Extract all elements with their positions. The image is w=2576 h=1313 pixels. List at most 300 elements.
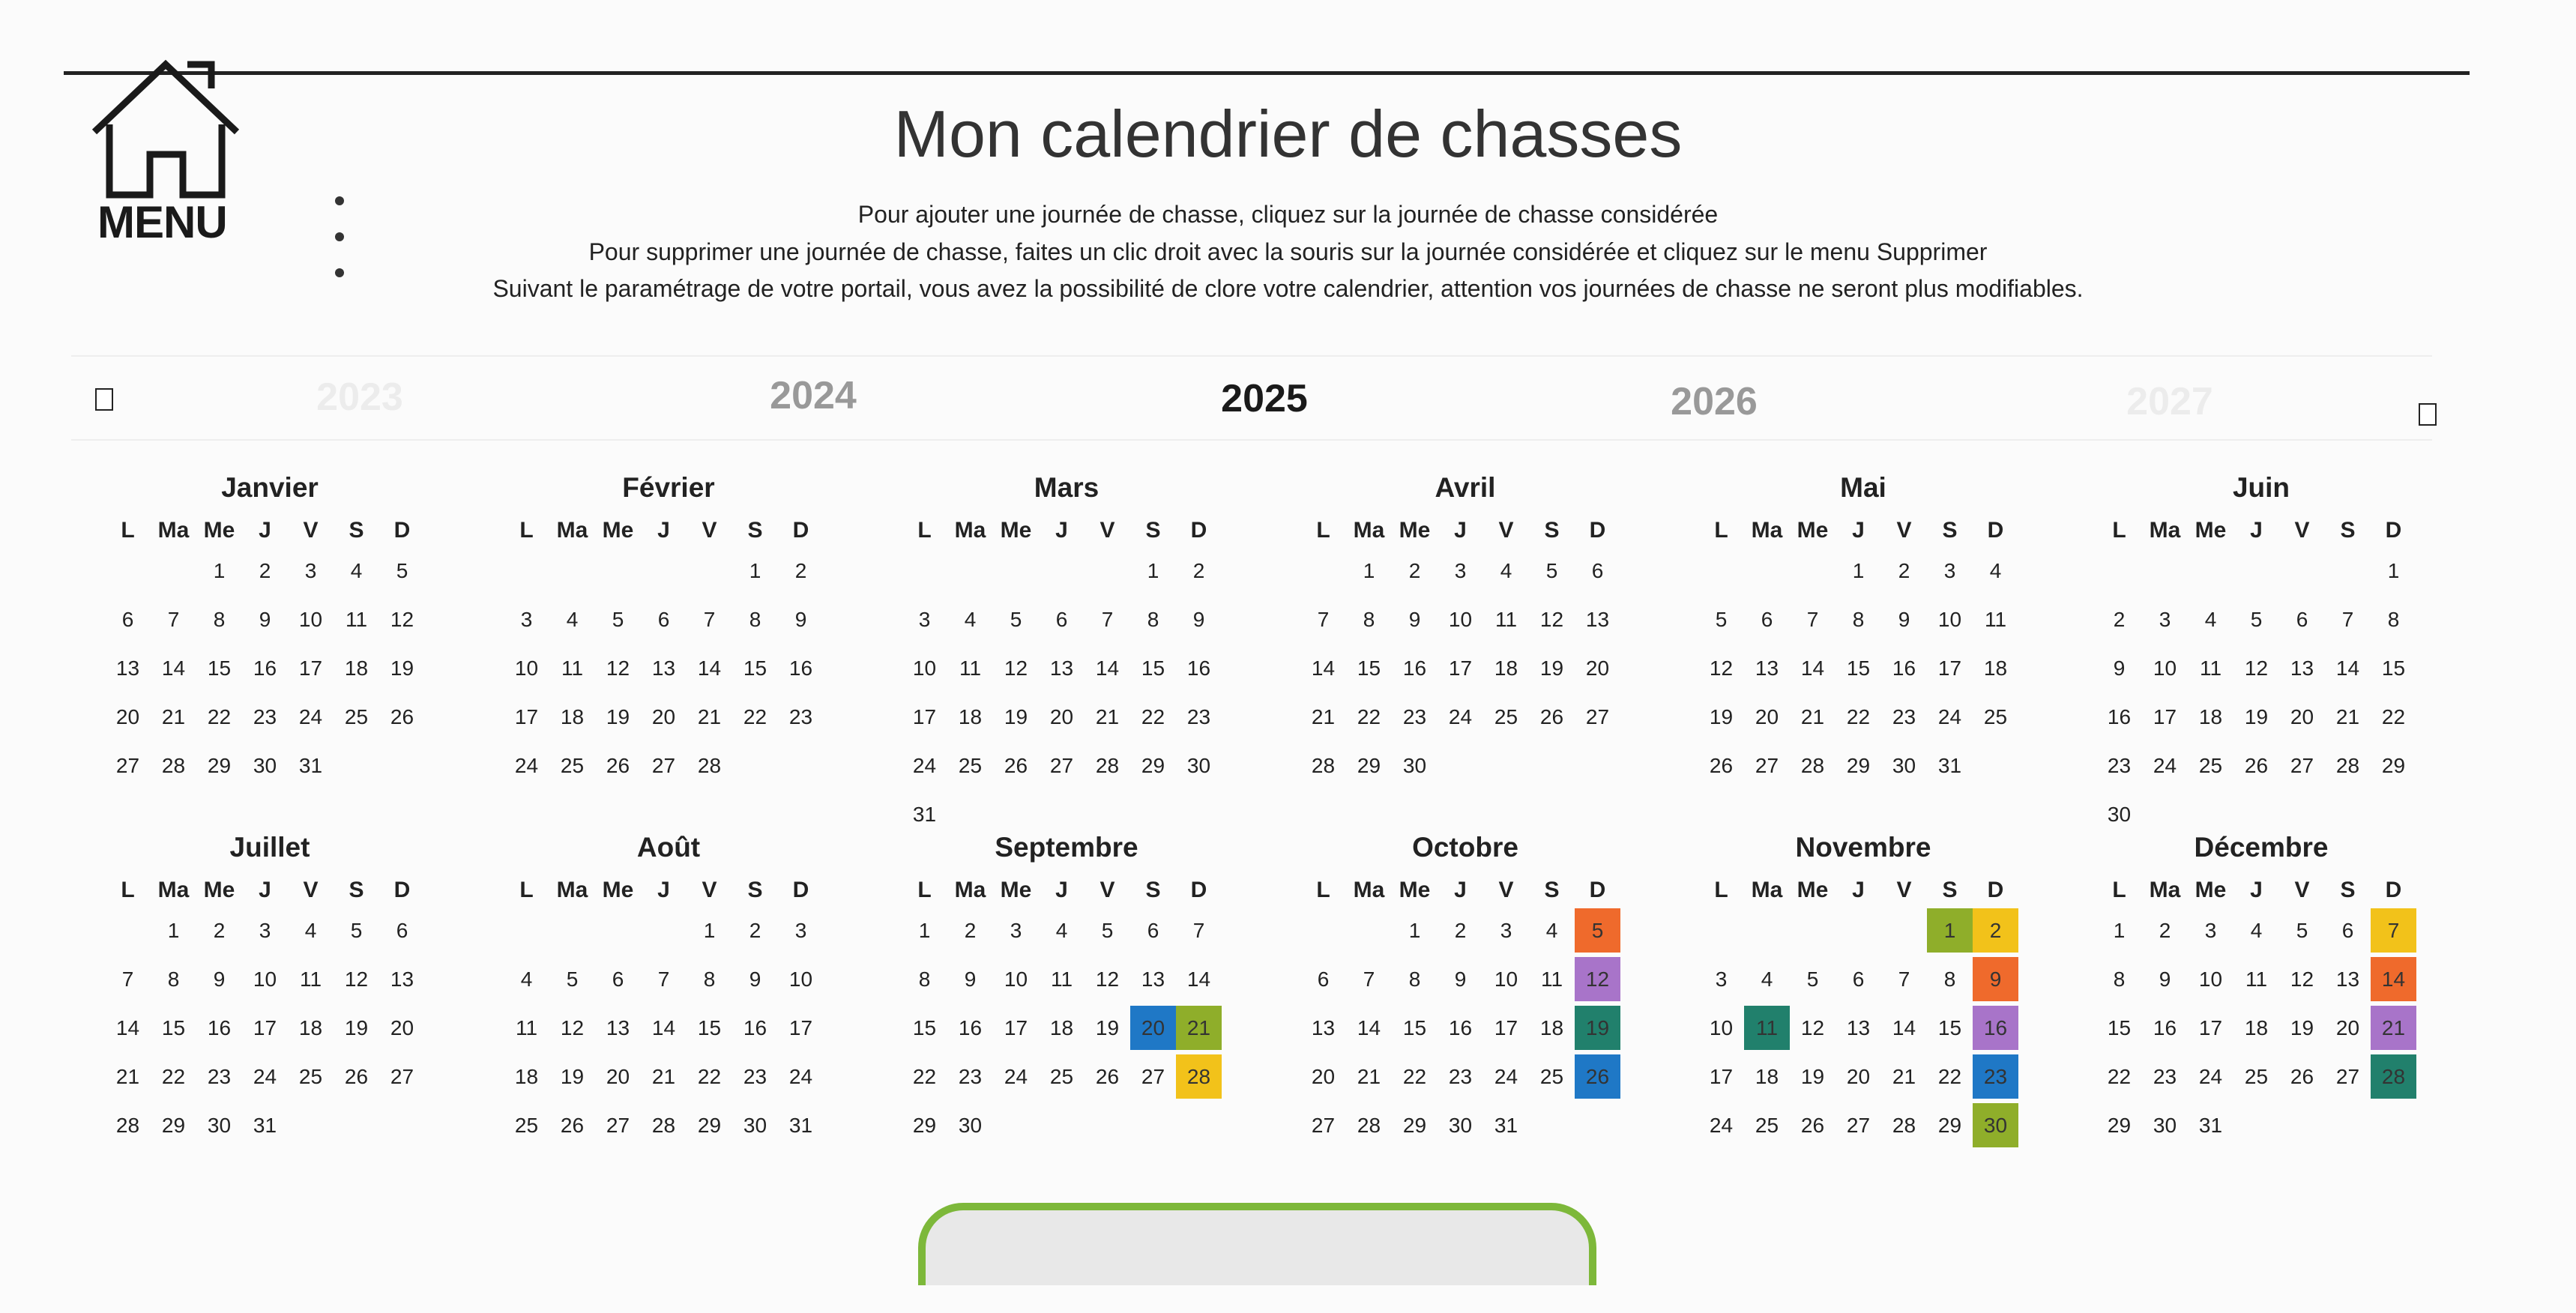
- hunt-day-cell[interactable]: 16: [1973, 1006, 2018, 1050]
- day-cell[interactable]: 10: [1004, 968, 1028, 991]
- day-cell[interactable]: 24: [912, 754, 937, 777]
- day-cell[interactable]: 15: [2107, 1016, 2132, 1039]
- day-cell[interactable]: 13: [651, 656, 676, 680]
- day-cell[interactable]: 19: [2290, 1016, 2314, 1039]
- day-cell[interactable]: 12: [344, 968, 369, 991]
- day-cell[interactable]: 9: [213, 968, 226, 991]
- day-cell[interactable]: 12: [390, 608, 414, 631]
- year-next[interactable]: 2026: [1671, 380, 1758, 423]
- hunt-day-cell[interactable]: 30: [1973, 1103, 2018, 1147]
- day-cell[interactable]: 4: [2250, 919, 2263, 942]
- day-cell[interactable]: 18: [1539, 1016, 1564, 1039]
- day-cell[interactable]: 6: [1591, 559, 1604, 582]
- year-far-prev[interactable]: 2023: [316, 375, 403, 419]
- day-cell[interactable]: 24: [298, 705, 323, 728]
- year-far-next[interactable]: 2027: [2126, 380, 2213, 423]
- day-cell[interactable]: 5: [1715, 608, 1728, 631]
- day-cell[interactable]: 23: [743, 1065, 767, 1088]
- day-cell[interactable]: 30: [2107, 803, 2132, 826]
- day-cell[interactable]: 30: [1448, 1114, 1473, 1137]
- day-cell[interactable]: 17: [788, 1016, 813, 1039]
- day-cell[interactable]: 23: [2107, 754, 2132, 777]
- day-cell[interactable]: 5: [566, 968, 579, 991]
- day-cell[interactable]: 8: [213, 608, 226, 631]
- day-cell[interactable]: 18: [2244, 1016, 2269, 1039]
- day-cell[interactable]: 17: [253, 1016, 277, 1039]
- day-cell[interactable]: 14: [161, 656, 186, 680]
- day-cell[interactable]: 12: [1709, 656, 1734, 680]
- day-cell[interactable]: 21: [1800, 705, 1825, 728]
- day-cell[interactable]: 19: [2244, 705, 2269, 728]
- day-cell[interactable]: 1: [213, 559, 226, 582]
- day-cell[interactable]: 12: [1004, 656, 1028, 680]
- day-cell[interactable]: 21: [161, 705, 186, 728]
- day-cell[interactable]: 26: [2290, 1065, 2314, 1088]
- day-cell[interactable]: 14: [1186, 968, 1211, 991]
- day-cell[interactable]: 10: [1937, 608, 1962, 631]
- day-cell[interactable]: 15: [1402, 1016, 1427, 1039]
- day-cell[interactable]: 16: [788, 656, 813, 680]
- day-cell[interactable]: 7: [657, 968, 670, 991]
- day-cell[interactable]: 12: [560, 1016, 585, 1039]
- day-cell[interactable]: 31: [1494, 1114, 1518, 1137]
- day-cell[interactable]: 22: [2381, 705, 2406, 728]
- day-cell[interactable]: 26: [1539, 705, 1564, 728]
- day-cell[interactable]: 7: [121, 968, 134, 991]
- day-cell[interactable]: 25: [1983, 705, 2008, 728]
- next-year-arrow-icon[interactable]: [2419, 403, 2437, 426]
- day-cell[interactable]: 3: [1010, 919, 1022, 942]
- day-cell[interactable]: 7: [1192, 919, 1205, 942]
- hunt-day-cell[interactable]: 1: [1927, 908, 1973, 953]
- day-cell[interactable]: 4: [350, 559, 363, 582]
- day-cell[interactable]: 6: [2341, 919, 2354, 942]
- day-cell[interactable]: 11: [959, 656, 982, 680]
- day-cell[interactable]: 22: [912, 1065, 937, 1088]
- day-cell[interactable]: 25: [1755, 1114, 1779, 1137]
- day-cell[interactable]: 26: [1095, 1065, 1120, 1088]
- day-cell[interactable]: 26: [2244, 754, 2269, 777]
- day-cell[interactable]: 25: [2244, 1065, 2269, 1088]
- previous-year-arrow-icon[interactable]: [95, 388, 113, 411]
- day-cell[interactable]: 20: [1049, 705, 1074, 728]
- day-cell[interactable]: 5: [612, 608, 624, 631]
- day-cell[interactable]: 20: [1585, 656, 1610, 680]
- day-cell[interactable]: 25: [514, 1114, 539, 1137]
- day-cell[interactable]: 4: [520, 968, 533, 991]
- day-cell[interactable]: 19: [1800, 1065, 1825, 1088]
- day-cell[interactable]: 15: [161, 1016, 186, 1039]
- day-cell[interactable]: 22: [2107, 1065, 2132, 1088]
- day-cell[interactable]: 16: [2107, 705, 2132, 728]
- hunt-day-cell[interactable]: 7: [2371, 908, 2416, 953]
- day-cell[interactable]: 28: [1800, 754, 1825, 777]
- day-cell[interactable]: 1: [2387, 559, 2400, 582]
- day-cell[interactable]: 3: [259, 919, 271, 942]
- day-cell[interactable]: 8: [1943, 968, 1956, 991]
- day-cell[interactable]: 21: [697, 705, 722, 728]
- day-cell[interactable]: 3: [1500, 919, 1512, 942]
- day-cell[interactable]: 31: [912, 803, 937, 826]
- hunt-day-cell[interactable]: 19: [1575, 1006, 1620, 1050]
- day-cell[interactable]: 24: [1494, 1065, 1518, 1088]
- day-cell[interactable]: 28: [1311, 754, 1336, 777]
- day-cell[interactable]: 3: [520, 608, 533, 631]
- day-cell[interactable]: 25: [344, 705, 369, 728]
- day-cell[interactable]: 3: [2204, 919, 2217, 942]
- day-cell[interactable]: 15: [1937, 1016, 1962, 1039]
- day-cell[interactable]: 3: [1943, 559, 1956, 582]
- day-cell[interactable]: 4: [304, 919, 317, 942]
- day-cell[interactable]: 10: [912, 656, 937, 680]
- day-cell[interactable]: 27: [606, 1114, 630, 1137]
- day-cell[interactable]: 2: [964, 919, 977, 942]
- day-cell[interactable]: 16: [958, 1016, 983, 1039]
- day-cell[interactable]: 31: [298, 754, 323, 777]
- day-cell[interactable]: 8: [2113, 968, 2126, 991]
- day-cell[interactable]: 15: [1141, 656, 1165, 680]
- day-cell[interactable]: 24: [2153, 754, 2177, 777]
- day-cell[interactable]: 27: [1311, 1114, 1336, 1137]
- day-cell[interactable]: 30: [1892, 754, 1916, 777]
- day-cell[interactable]: 17: [2153, 705, 2177, 728]
- day-cell[interactable]: 4: [964, 608, 977, 631]
- day-cell[interactable]: 2: [1454, 919, 1467, 942]
- day-cell[interactable]: 19: [1709, 705, 1734, 728]
- day-cell[interactable]: 7: [1101, 608, 1114, 631]
- day-cell[interactable]: 31: [2198, 1114, 2223, 1137]
- day-cell[interactable]: 29: [2381, 754, 2406, 777]
- day-cell[interactable]: 12: [2244, 656, 2269, 680]
- day-cell[interactable]: 5: [1010, 608, 1022, 631]
- day-cell[interactable]: 1: [918, 919, 931, 942]
- day-cell[interactable]: 19: [1095, 1016, 1120, 1039]
- day-cell[interactable]: 25: [560, 754, 585, 777]
- day-cell[interactable]: 22: [1402, 1065, 1427, 1088]
- day-cell[interactable]: 20: [115, 705, 140, 728]
- day-cell[interactable]: 29: [1846, 754, 1871, 777]
- day-cell[interactable]: 10: [1494, 968, 1518, 991]
- day-cell[interactable]: 13: [1585, 608, 1610, 631]
- day-cell[interactable]: 22: [1357, 705, 1381, 728]
- day-cell[interactable]: 7: [167, 608, 180, 631]
- hunt-day-cell[interactable]: 28: [1176, 1054, 1222, 1099]
- day-cell[interactable]: 14: [1311, 656, 1336, 680]
- day-cell[interactable]: 15: [207, 656, 232, 680]
- day-cell[interactable]: 1: [1363, 559, 1375, 582]
- day-cell[interactable]: 14: [1800, 656, 1825, 680]
- day-cell[interactable]: 23: [1402, 705, 1427, 728]
- day-cell[interactable]: 3: [1715, 968, 1728, 991]
- day-cell[interactable]: 9: [964, 968, 977, 991]
- day-cell[interactable]: 13: [1049, 656, 1074, 680]
- day-cell[interactable]: 5: [1545, 559, 1558, 582]
- day-cell[interactable]: 10: [1448, 608, 1473, 631]
- day-cell[interactable]: 26: [560, 1114, 585, 1137]
- day-cell[interactable]: 27: [1846, 1114, 1871, 1137]
- day-cell[interactable]: 17: [1937, 656, 1962, 680]
- day-cell[interactable]: 2: [2159, 919, 2171, 942]
- day-cell[interactable]: 21: [651, 1065, 676, 1088]
- day-cell[interactable]: 8: [2387, 608, 2400, 631]
- day-cell[interactable]: 12: [1800, 1016, 1825, 1039]
- day-cell[interactable]: 20: [2335, 1016, 2360, 1039]
- day-cell[interactable]: 2: [749, 919, 761, 942]
- day-cell[interactable]: 21: [1892, 1065, 1916, 1088]
- hunt-day-cell[interactable]: 12: [1575, 957, 1620, 1001]
- day-cell[interactable]: 3: [304, 559, 317, 582]
- day-cell[interactable]: 15: [1357, 656, 1381, 680]
- day-cell[interactable]: 21: [1357, 1065, 1381, 1088]
- day-cell[interactable]: 18: [2198, 705, 2223, 728]
- day-cell[interactable]: 31: [1937, 754, 1962, 777]
- day-cell[interactable]: 16: [1892, 656, 1916, 680]
- day-cell[interactable]: 22: [1141, 705, 1165, 728]
- day-cell[interactable]: 29: [161, 1114, 186, 1137]
- day-cell[interactable]: 28: [161, 754, 186, 777]
- day-cell[interactable]: 16: [253, 656, 277, 680]
- day-cell[interactable]: 23: [958, 1065, 983, 1088]
- day-cell[interactable]: 11: [1050, 968, 1073, 991]
- day-cell[interactable]: 23: [1448, 1065, 1473, 1088]
- day-cell[interactable]: 3: [794, 919, 807, 942]
- day-cell[interactable]: 11: [561, 656, 584, 680]
- day-cell[interactable]: 13: [606, 1016, 630, 1039]
- day-cell[interactable]: 5: [396, 559, 408, 582]
- day-cell[interactable]: 10: [514, 656, 539, 680]
- day-cell[interactable]: 20: [2290, 705, 2314, 728]
- day-cell[interactable]: 22: [1846, 705, 1871, 728]
- day-cell[interactable]: 4: [1989, 559, 2002, 582]
- day-cell[interactable]: 10: [2153, 656, 2177, 680]
- day-cell[interactable]: 5: [2296, 919, 2308, 942]
- day-cell[interactable]: 1: [2113, 919, 2126, 942]
- day-cell[interactable]: 17: [514, 705, 539, 728]
- day-cell[interactable]: 6: [1317, 968, 1330, 991]
- day-cell[interactable]: 4: [566, 608, 579, 631]
- day-cell[interactable]: 25: [1494, 705, 1518, 728]
- day-cell[interactable]: 28: [1892, 1114, 1916, 1137]
- day-cell[interactable]: 3: [918, 608, 931, 631]
- day-cell[interactable]: 28: [697, 754, 722, 777]
- day-cell[interactable]: 24: [514, 754, 539, 777]
- day-cell[interactable]: 16: [743, 1016, 767, 1039]
- day-cell[interactable]: 29: [207, 754, 232, 777]
- day-cell[interactable]: 11: [299, 968, 322, 991]
- day-cell[interactable]: 11: [1984, 608, 2007, 631]
- day-cell[interactable]: 17: [1494, 1016, 1518, 1039]
- day-cell[interactable]: 2: [794, 559, 807, 582]
- day-cell[interactable]: 6: [612, 968, 624, 991]
- day-cell[interactable]: 19: [1004, 705, 1028, 728]
- day-cell[interactable]: 14: [697, 656, 722, 680]
- day-cell[interactable]: 17: [1448, 656, 1473, 680]
- day-cell[interactable]: 30: [253, 754, 277, 777]
- day-cell[interactable]: 11: [1494, 608, 1518, 631]
- day-cell[interactable]: 1: [167, 919, 180, 942]
- day-cell[interactable]: 29: [1937, 1114, 1962, 1137]
- day-cell[interactable]: 30: [207, 1114, 232, 1137]
- day-cell[interactable]: 8: [918, 968, 931, 991]
- day-cell[interactable]: 15: [2381, 656, 2406, 680]
- day-cell[interactable]: 4: [1055, 919, 1068, 942]
- day-cell[interactable]: 16: [1402, 656, 1427, 680]
- day-cell[interactable]: 29: [2107, 1114, 2132, 1137]
- day-cell[interactable]: 7: [1317, 608, 1330, 631]
- day-cell[interactable]: 12: [606, 656, 630, 680]
- hunt-day-cell[interactable]: 20: [1130, 1006, 1176, 1050]
- hunt-day-cell[interactable]: 9: [1973, 957, 2018, 1001]
- day-cell[interactable]: 31: [253, 1114, 277, 1137]
- day-cell[interactable]: 29: [1402, 1114, 1427, 1137]
- day-cell[interactable]: 26: [1709, 754, 1734, 777]
- day-cell[interactable]: 18: [1755, 1065, 1779, 1088]
- day-cell[interactable]: 27: [2335, 1065, 2360, 1088]
- day-cell[interactable]: 6: [1761, 608, 1773, 631]
- day-cell[interactable]: 20: [1311, 1065, 1336, 1088]
- day-cell[interactable]: 28: [1095, 754, 1120, 777]
- hunt-day-cell[interactable]: 23: [1973, 1054, 2018, 1099]
- day-cell[interactable]: 8: [1852, 608, 1865, 631]
- day-cell[interactable]: 20: [651, 705, 676, 728]
- day-cell[interactable]: 13: [2335, 968, 2360, 991]
- day-cell[interactable]: 15: [1846, 656, 1871, 680]
- day-cell[interactable]: 28: [2335, 754, 2360, 777]
- close-calendar-button[interactable]: [918, 1203, 1596, 1285]
- day-cell[interactable]: 27: [390, 1065, 414, 1088]
- day-cell[interactable]: 11: [1540, 968, 1563, 991]
- year-prev[interactable]: 2024: [770, 374, 857, 417]
- day-cell[interactable]: 20: [606, 1065, 630, 1088]
- day-cell[interactable]: 16: [2153, 1016, 2177, 1039]
- day-cell[interactable]: 20: [1755, 705, 1779, 728]
- day-cell[interactable]: 22: [207, 705, 232, 728]
- day-cell[interactable]: 20: [390, 1016, 414, 1039]
- day-cell[interactable]: 26: [344, 1065, 369, 1088]
- day-cell[interactable]: 21: [1095, 705, 1120, 728]
- day-cell[interactable]: 16: [207, 1016, 232, 1039]
- day-cell[interactable]: 11: [2245, 968, 2268, 991]
- day-cell[interactable]: 17: [1709, 1065, 1734, 1088]
- day-cell[interactable]: 19: [390, 656, 414, 680]
- day-cell[interactable]: 24: [788, 1065, 813, 1088]
- hunt-day-cell[interactable]: 21: [1176, 1006, 1222, 1050]
- day-cell[interactable]: 26: [1800, 1114, 1825, 1137]
- day-cell[interactable]: 6: [1147, 919, 1159, 942]
- day-cell[interactable]: 27: [1141, 1065, 1165, 1088]
- day-cell[interactable]: 25: [1539, 1065, 1564, 1088]
- day-cell[interactable]: 12: [1095, 968, 1120, 991]
- day-cell[interactable]: 22: [697, 1065, 722, 1088]
- day-cell[interactable]: 6: [396, 919, 408, 942]
- day-cell[interactable]: 16: [1186, 656, 1211, 680]
- day-cell[interactable]: 24: [1004, 1065, 1028, 1088]
- day-cell[interactable]: 29: [1357, 754, 1381, 777]
- day-cell[interactable]: 9: [1454, 968, 1467, 991]
- day-cell[interactable]: 2: [1898, 559, 1910, 582]
- day-cell[interactable]: 30: [958, 1114, 983, 1137]
- day-cell[interactable]: 5: [1806, 968, 1819, 991]
- day-cell[interactable]: 27: [1049, 754, 1074, 777]
- day-cell[interactable]: 21: [2335, 705, 2360, 728]
- day-cell[interactable]: 4: [2204, 608, 2217, 631]
- day-cell[interactable]: 14: [651, 1016, 676, 1039]
- hunt-day-cell[interactable]: 26: [1575, 1054, 1620, 1099]
- day-cell[interactable]: 10: [2198, 968, 2223, 991]
- day-cell[interactable]: 27: [115, 754, 140, 777]
- day-cell[interactable]: 14: [1095, 656, 1120, 680]
- day-cell[interactable]: 29: [697, 1114, 722, 1137]
- day-cell[interactable]: 17: [298, 656, 323, 680]
- day-cell[interactable]: 30: [1186, 754, 1211, 777]
- day-cell[interactable]: 9: [1408, 608, 1421, 631]
- day-cell[interactable]: 13: [2290, 656, 2314, 680]
- day-cell[interactable]: 2: [1408, 559, 1421, 582]
- day-cell[interactable]: 13: [1846, 1016, 1871, 1039]
- day-cell[interactable]: 18: [1983, 656, 2008, 680]
- day-cell[interactable]: 25: [298, 1065, 323, 1088]
- day-cell[interactable]: 22: [743, 705, 767, 728]
- day-cell[interactable]: 8: [703, 968, 716, 991]
- day-cell[interactable]: 29: [1141, 754, 1165, 777]
- day-cell[interactable]: 25: [2198, 754, 2223, 777]
- day-cell[interactable]: 18: [298, 1016, 323, 1039]
- day-cell[interactable]: 21: [1311, 705, 1336, 728]
- hunt-day-cell[interactable]: 21: [2371, 1006, 2416, 1050]
- day-cell[interactable]: 24: [253, 1065, 277, 1088]
- day-cell[interactable]: 18: [1049, 1016, 1074, 1039]
- day-cell[interactable]: 14: [115, 1016, 140, 1039]
- day-cell[interactable]: 28: [1357, 1114, 1381, 1137]
- day-cell[interactable]: 9: [2159, 968, 2171, 991]
- day-cell[interactable]: 2: [1192, 559, 1205, 582]
- hunt-day-cell[interactable]: 28: [2371, 1054, 2416, 1099]
- day-cell[interactable]: 7: [2341, 608, 2354, 631]
- day-cell[interactable]: 28: [651, 1114, 676, 1137]
- day-cell[interactable]: 10: [788, 968, 813, 991]
- day-cell[interactable]: 31: [788, 1114, 813, 1137]
- day-cell[interactable]: 23: [207, 1065, 232, 1088]
- day-cell[interactable]: 8: [1363, 608, 1375, 631]
- day-cell[interactable]: 4: [1545, 919, 1558, 942]
- day-cell[interactable]: 24: [1709, 1114, 1734, 1137]
- day-cell[interactable]: 30: [2153, 1114, 2177, 1137]
- day-cell[interactable]: 8: [1408, 968, 1421, 991]
- day-cell[interactable]: 1: [1147, 559, 1159, 582]
- day-cell[interactable]: 23: [1892, 705, 1916, 728]
- day-cell[interactable]: 20: [1846, 1065, 1871, 1088]
- day-cell[interactable]: 2: [2113, 608, 2126, 631]
- day-cell[interactable]: 14: [1892, 1016, 1916, 1039]
- day-cell[interactable]: 17: [2198, 1016, 2223, 1039]
- day-cell[interactable]: 30: [1402, 754, 1427, 777]
- day-cell[interactable]: 24: [1937, 705, 1962, 728]
- hunt-day-cell[interactable]: 11: [1744, 1006, 1790, 1050]
- day-cell[interactable]: 17: [1004, 1016, 1028, 1039]
- day-cell[interactable]: 9: [1192, 608, 1205, 631]
- day-cell[interactable]: 19: [606, 705, 630, 728]
- day-cell[interactable]: 7: [703, 608, 716, 631]
- day-cell[interactable]: 15: [912, 1016, 937, 1039]
- day-cell[interactable]: 22: [1937, 1065, 1962, 1088]
- day-cell[interactable]: 23: [2153, 1065, 2177, 1088]
- day-cell[interactable]: 21: [115, 1065, 140, 1088]
- day-cell[interactable]: 19: [344, 1016, 369, 1039]
- day-cell[interactable]: 6: [1055, 608, 1068, 631]
- day-cell[interactable]: 25: [958, 754, 983, 777]
- day-cell[interactable]: 10: [298, 608, 323, 631]
- day-cell[interactable]: 11: [515, 1016, 538, 1039]
